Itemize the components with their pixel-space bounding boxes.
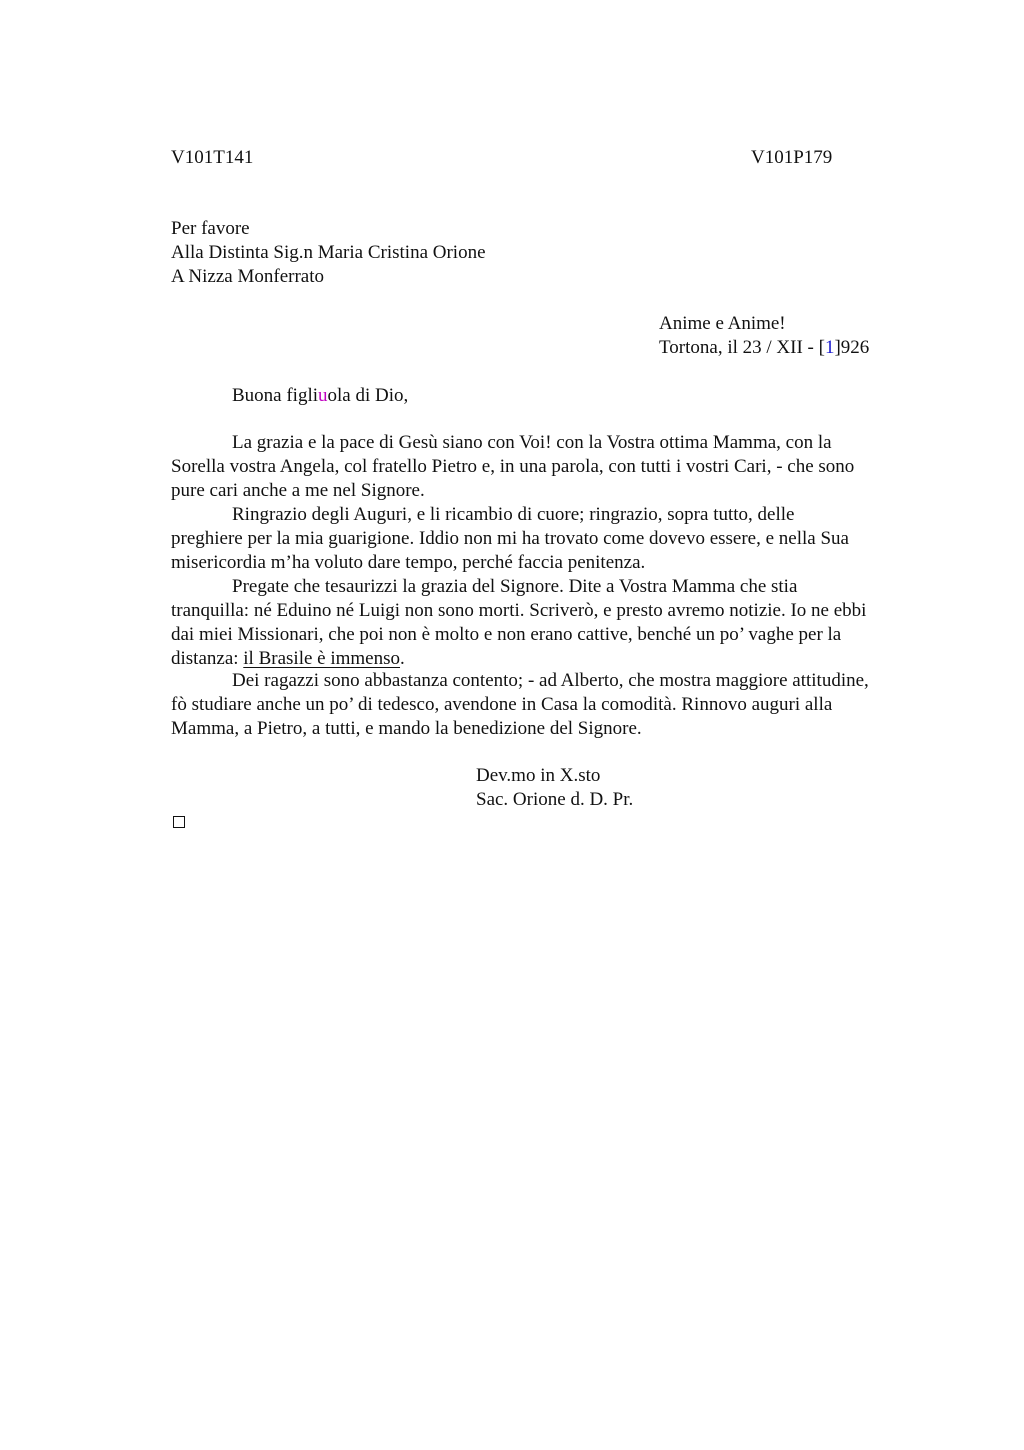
- document-code-right: V101P179: [751, 147, 833, 168]
- date-line: [659, 336, 869, 360]
- salutation-end: ola di Dio,: [327, 385, 409, 406]
- empty-square-symbol: [173, 816, 185, 828]
- paragraph-4-line-2: fò studiare anche un po’ di tedesco, avendone in Casa la comodità. Rinnovo auguri alla: [171, 694, 833, 715]
- closing-line-1: Dev.mo in X.sto: [476, 765, 601, 786]
- paragraph-3-line-4-start: distanza:: [171, 648, 244, 669]
- paragraph-3-line-2: tranquilla: né Eduino né Luigi non sono morti. Scriverò, e presto avremo notizie. Io ne ebbi: [171, 600, 867, 621]
- paragraph-3-line-4-end: .: [400, 648, 405, 669]
- paragraph-4: [171, 669, 869, 741]
- paragraph-2: [171, 503, 849, 575]
- paragraph-3: [171, 575, 866, 671]
- address-line-3: A Nizza Monferrato: [171, 266, 324, 287]
- closing-block: [476, 764, 633, 812]
- date-suffix: ]926: [834, 337, 870, 358]
- signature-line: Sac. Orione d. D. Pr.: [476, 789, 634, 810]
- paragraph-2-line-2: preghiere per la mia guarigione. Iddio non mi ha trovato come dovevo essere, e nella Sua: [171, 528, 849, 549]
- salutation: [232, 384, 408, 408]
- underlined-phrase: il Brasile è immenso: [243, 648, 401, 669]
- salutation-highlight: u: [318, 385, 328, 406]
- motto: Anime e Anime!: [659, 313, 786, 334]
- paragraph-4-line-3: Mamma, a Pietro, a tutti, e mando la benedizione del Signore.: [171, 718, 642, 739]
- paragraph-2-line-3: misericordia m’ha voluto dare tempo, perché faccia penitenza.: [171, 552, 646, 573]
- address-line-2: Alla Distinta Sig.n Maria Cristina Orione: [171, 242, 486, 263]
- date-editorial-digit: 1: [824, 337, 835, 358]
- paragraph-3-line-3: dai miei Missionari, che poi non è molto e non erano cattive, benché un po’ vaghe per la: [171, 624, 842, 645]
- paragraph-1-line-1: La grazia e la pace di Gesù siano con Voi! con la Vostra ottima Mamma, con la: [232, 432, 832, 453]
- paragraph-2-line-1: Ringrazio degli Auguri, e li ricambio di cuore; ringrazio, sopra tutto, delle: [232, 504, 795, 525]
- dateline-block: [659, 312, 869, 360]
- paragraph-1-line-3: pure cari anche a me nel Signore.: [171, 480, 425, 501]
- salutation-start: Buona figli: [232, 385, 319, 406]
- paragraph-4-line-1: Dei ragazzi sono abbastanza contento; - ad Alberto, che mostra maggiore attitudine,: [232, 670, 869, 691]
- paragraph-3-line-1: Pregate che tesaurizzi la grazia del Signore. Dite a Vostra Mamma che stia: [232, 576, 798, 597]
- paragraph-1: [171, 431, 854, 503]
- document-code-left: V101T141: [171, 147, 254, 168]
- address-line-1: Per favore: [171, 218, 250, 239]
- address-block: [171, 217, 486, 289]
- paragraph-3-line-4: [171, 647, 866, 671]
- paragraph-1-line-2: Sorella vostra Angela, col fratello Pietro e, in una parola, con tutti i vostri Cari, - che sono: [171, 456, 855, 477]
- date-prefix: Tortona, il 23 / XII - [: [659, 337, 825, 358]
